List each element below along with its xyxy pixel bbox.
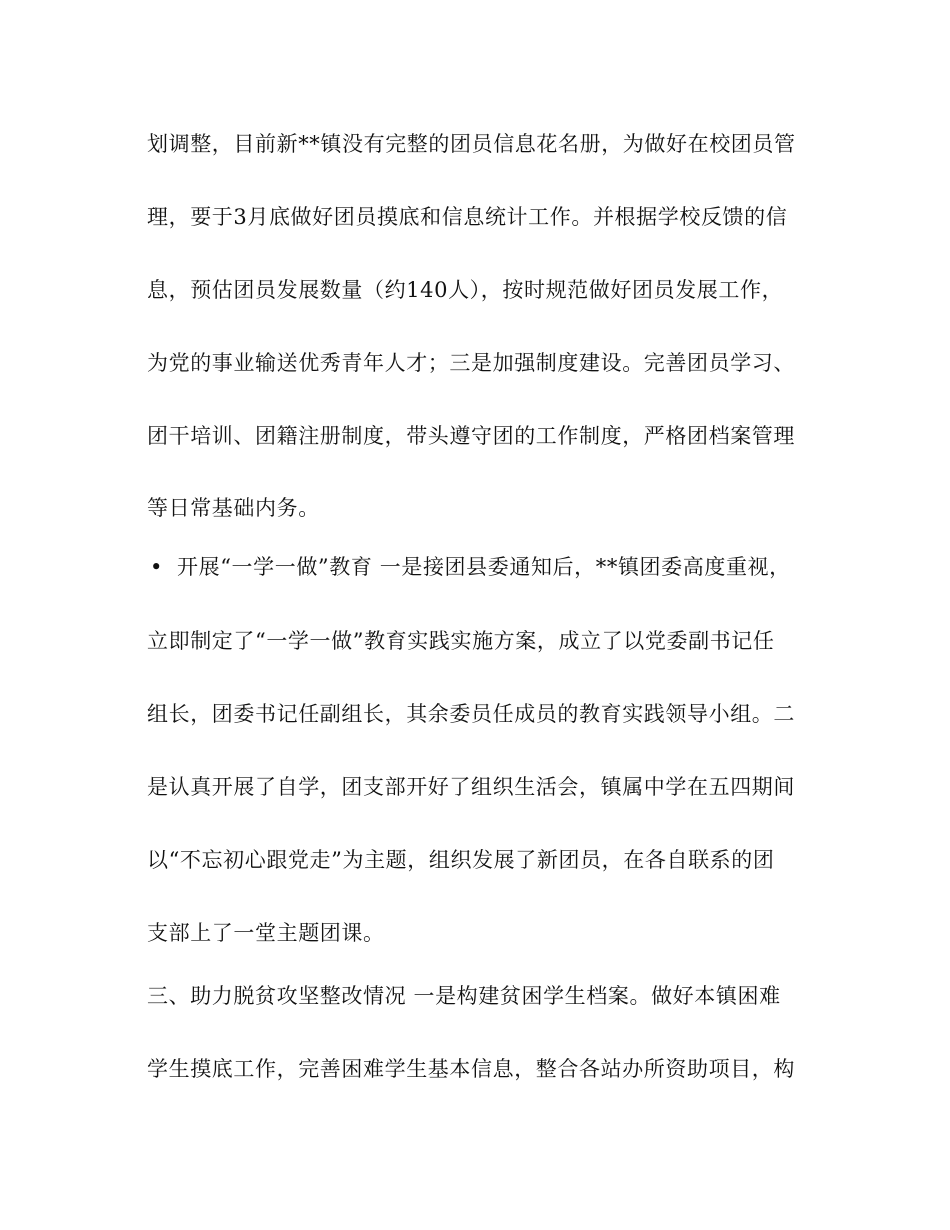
paragraph-line: 以“不忘初心跟党走”为主题，组织发展了新团员，在各自联系的团 (147, 848, 775, 872)
paragraph-line: 立即制定了“一学一做”教育实践实施方案，成立了以党委副书记任 (147, 629, 775, 653)
paragraph-line: 支部上了一堂主题团课。 (147, 921, 385, 945)
paragraph-line: 学生摸底工作，完善困难学生基本信息，整合各站办所资助项目，构 (147, 1057, 795, 1081)
paragraph-line: 为党的事业输送优秀青年人才；三是加强制度建设。完善团员学习、 (147, 351, 795, 375)
bullet-item-text: 开展“一学一做”教育 一是接团县委通知后，**镇团委高度重视， (177, 555, 791, 579)
bullet-marker: • (150, 555, 163, 579)
paragraph-line: 团干培训、团籍注册制度，带头遵守团的工作制度，严格团档案管理 (147, 424, 795, 448)
paragraph-line: 组长，团委书记任副组长，其余委员任成员的教育实践领导小组。二 (147, 702, 795, 726)
paragraph-line: 等日常基础内务。 (147, 496, 320, 520)
section-heading-line: 三、助力脱贫攻坚整改情况 一是构建贫困学生档案。做好本镇困难 (147, 984, 781, 1008)
paragraph-line: 是认真开展了自学，团支部开好了组织生活会，镇属中学在五四期间 (147, 775, 795, 799)
paragraph-line: 划调整，目前新**镇没有完整的团员信息花名册，为做好在校团员管 (147, 132, 796, 156)
paragraph-line: 理，要于3月底做好团员摸底和信息统计工作。并根据学校反馈的信 (147, 205, 788, 229)
paragraph-line: 息，预估团员发展数量（约140人），按时规范做好团员发展工作， (147, 278, 784, 302)
